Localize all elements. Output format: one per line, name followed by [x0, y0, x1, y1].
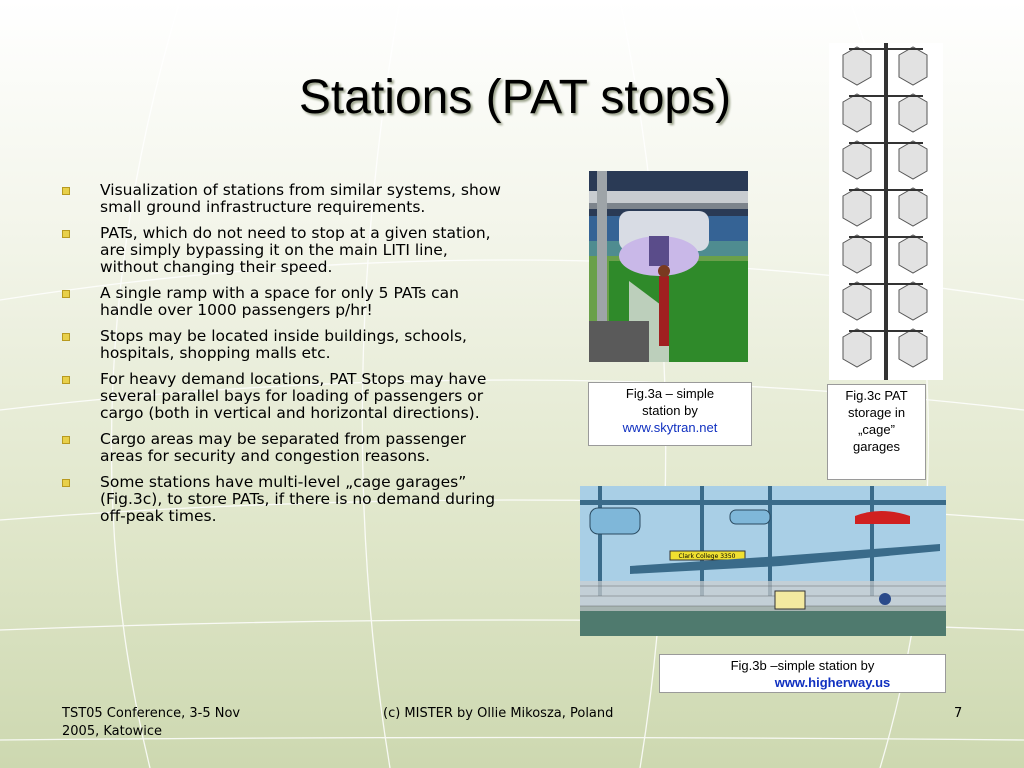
footer-left: TST05 Conference, 3-5 Nov 2005, Katowice: [62, 706, 241, 739]
bullet-list: [62, 182, 502, 534]
square-bullet-icon: [62, 436, 70, 444]
square-bullet-icon: [62, 187, 70, 195]
square-bullet-icon: [62, 230, 70, 238]
fig3a-caption: Fig.3a – simple station by www.skytran.net: [588, 382, 752, 446]
square-bullet-icon: [62, 479, 70, 487]
fig3b-station-image: [580, 486, 946, 636]
fig3c-caption: Fig.3c PAT storage in „cage” garages: [827, 384, 926, 480]
fig3a-station-image: [589, 171, 748, 362]
footer-center: (c) MISTER by Ollie Mikosza, Poland: [383, 706, 614, 721]
slide-title: Stations (PAT stops): [298, 71, 732, 124]
fig3b-caption: Fig.3b –simple station by www.higherway.us: [659, 654, 946, 693]
higherway-link[interactable]: www.higherway.us: [774, 675, 891, 690]
bullet-item: PATs, which do not need to stop at a given station, are simply bypassing it on the main LITI line, without changing their speed.: [62, 225, 502, 276]
bullet-item: Visualization of stations from similar systems, show small ground infrastructure requirements.: [62, 182, 502, 216]
bullet-item: Cargo areas may be separated from passenger areas for security and congestion reasons.: [62, 431, 502, 465]
square-bullet-icon: [62, 333, 70, 341]
bullet-item: For heavy demand locations, PAT Stops may have several parallel bays for loading of passengers or cargo (both in vertical and horizontal directions).: [62, 371, 502, 422]
bullet-item: A single ramp with a space for only 5 PATs can handle over 1000 passengers p/hr!: [62, 285, 502, 319]
square-bullet-icon: [62, 376, 70, 384]
bullet-item: Stops may be located inside buildings, schools, hospitals, shopping malls etc.: [62, 328, 502, 362]
bullet-item: Some stations have multi-level „cage garages” (Fig.3c), to store PATs, if there is no demand during off-peak times.: [62, 474, 502, 525]
fig3c-cage-garage-image: [829, 43, 943, 380]
station-sign-text: Clark College 3350: [678, 553, 736, 560]
skytran-link[interactable]: www.skytran.net: [622, 420, 718, 435]
square-bullet-icon: [62, 290, 70, 298]
page-number: 7: [954, 706, 963, 721]
